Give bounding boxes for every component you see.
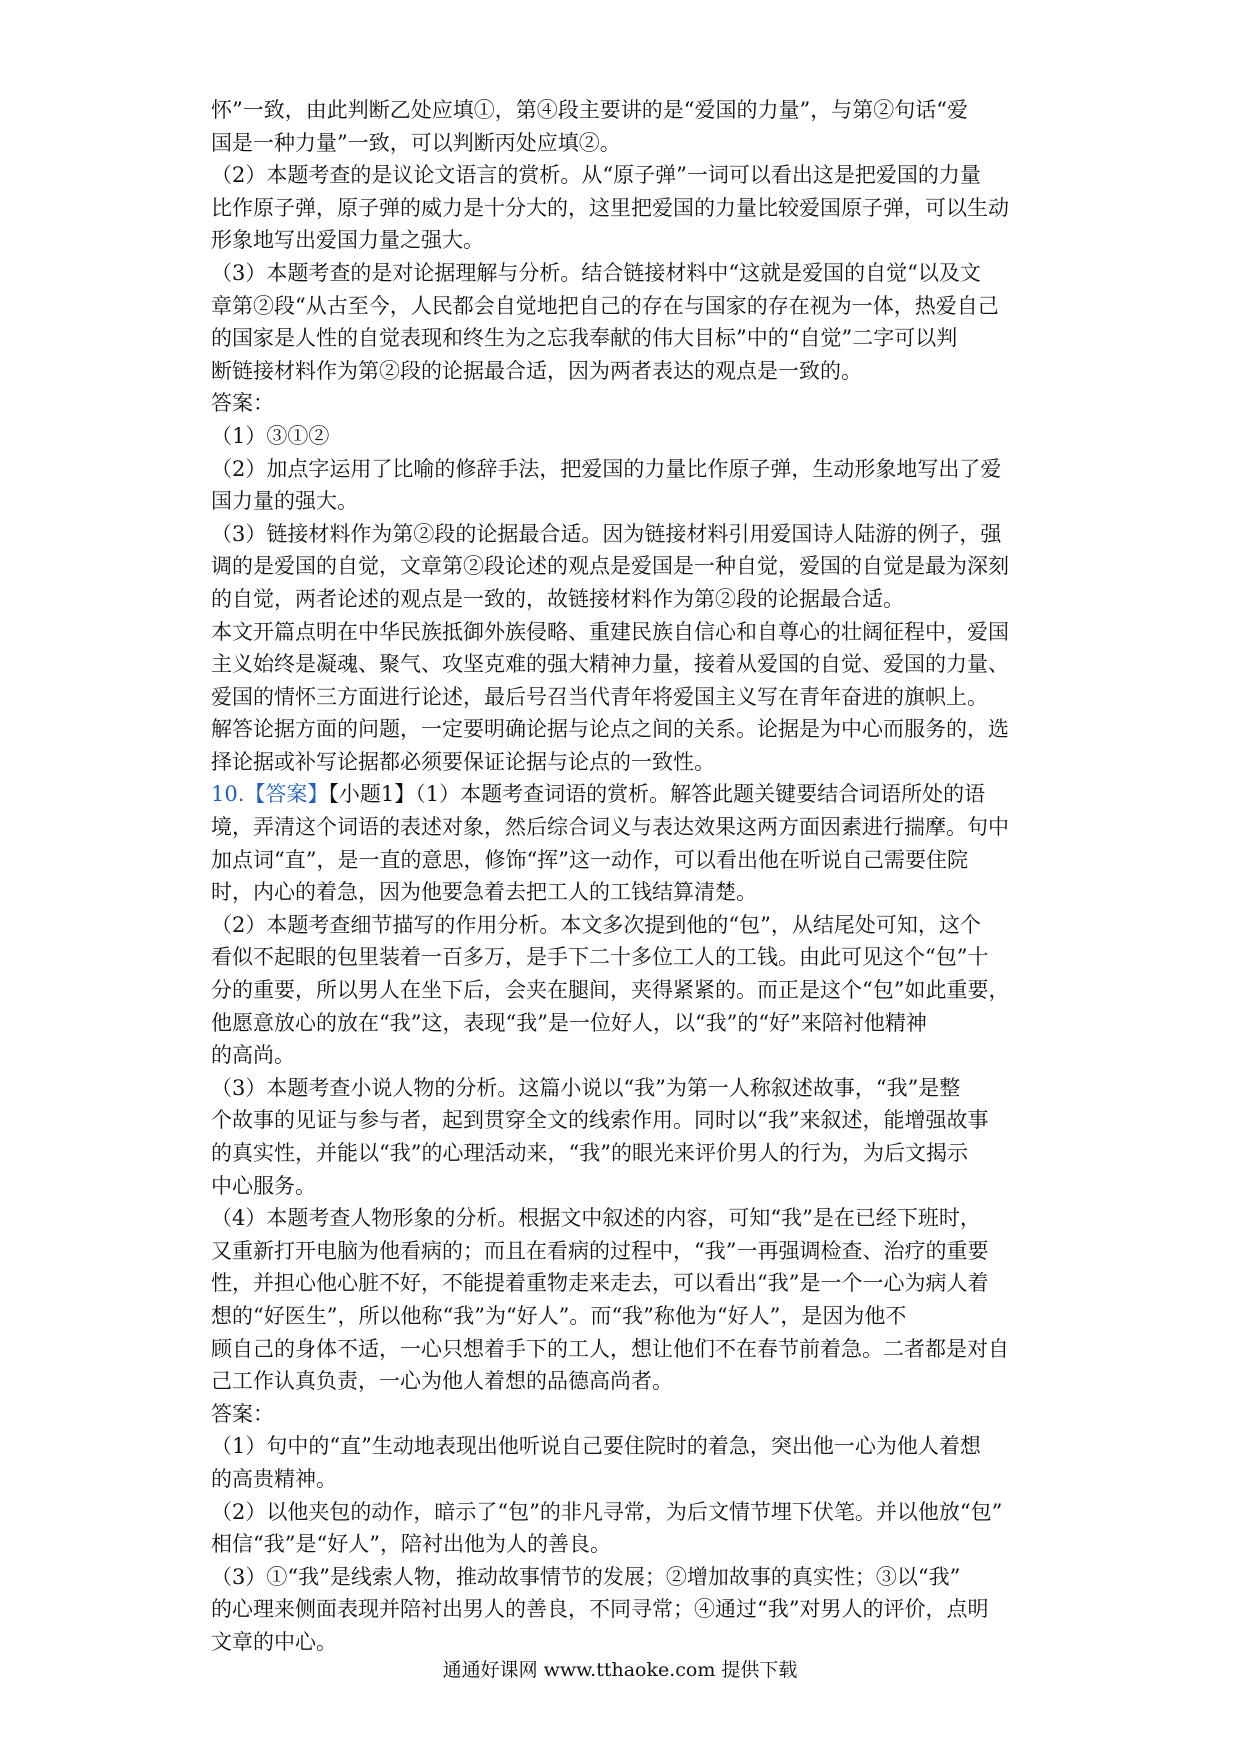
text-line: 主义始终是凝魂、聚气、攻坚克难的强大精神力量，接着从爱国的自觉、爱国的力量、 [211,652,1009,677]
text-line: 的自觉，两者论述的观点是一致的，故链接材料作为第②段的论据最合适。 [211,586,904,611]
text-line: 解答论据方面的问题，一定要明确论据与论点之间的关系。论据是为中心而服务的，选 [211,717,1009,742]
page-footer: 通通好课网 www.tthaoke.com 提供下载 [442,1659,798,1681]
text-line: 性，并担心他心脏不好，不能提着重物走来走去，可以看出“我”是一个一心为病人着 [211,1271,989,1296]
text-line: 的心理来侧面表现并陪衬出男人的善良，不同寻常；④通过“我”对男人的评价，点明 [211,1597,989,1622]
text-line: 顾自己的身体不适，一心只想着手下的工人，想让他们不在春节前着急。二者都是对自 [211,1336,1009,1361]
text-line: （2）加点字运用了比喻的修辞手法，把爱国的力量比作原子弹，生动形象地写出了爱 [211,456,1002,481]
text-line: 分的重要，所以男人在坐下后，会夹在腿间，夹得紧紧的。而正是这个“包”如此重要， [211,978,1010,1003]
text-line: 比作原子弹，原子弹的威力是十分大的，这里把爱国的力量比较爱国原子弹，可以生动 [211,195,1009,220]
text-line: 想的“好医生”，所以他称“我”为“好人”。而“我”称他为“好人”，是因为他不 [211,1303,907,1328]
text-line: 相信“我”是“好人”，陪衬出他为人的善良。 [211,1532,611,1557]
text-line: 【小题1】（1）本题考查词语的赏析。解答此题关键要结合词语所处的语 [328,782,986,807]
text-line: 调的是爱国的自觉，文章第②段论述的观点是爱国是一种自觉，爱国的自觉是最为深刻 [211,554,1009,579]
text-line: 本文开篇点明在中华民族抵御外族侵略、重建民族自信心和自尊心的壮阔征程中，爱国 [211,619,1009,644]
question-number-label: 10.【答案】 [211,782,329,807]
text-line: 中心服务。 [211,1173,316,1198]
text-line: （3）①“我”是线索人物，推动故事情节的发展；②增加故事的真实性；③以“我” [211,1564,961,1589]
text-line: 文章的中心。 [211,1629,337,1654]
text-line: 断链接材料作为第②段的论据最合适，因为两者表达的观点是一致的。 [211,358,862,383]
text-line: 爱国的情怀三方面进行论述，最后号召当代青年将爱国主义写在青年奋进的旗帜上。 [211,684,988,709]
text-line: 的国家是人性的自觉表现和终生为之忘我奉献的伟大目标”中的“自觉”二字可以判 [211,326,958,351]
answer-heading: 答案： [211,391,274,416]
text-line: 形象地写出爱国力量之强大。 [211,228,484,253]
text-line: 己工作认真负责，一心为他人着想的品德高尚者。 [211,1369,673,1394]
text-line: 个故事的见证与参与者，起到贯穿全文的线索作用。同时以“我”来叙述，能增强故事 [211,1108,989,1133]
text-line: 国是一种力量”一致，可以判断丙处应填②。 [211,130,621,155]
text-line: 的真实性，并能以“我”的心理活动来，“我”的眼光来评价男人的行为，为后文揭示 [211,1141,968,1165]
text-line: 国力量的强大。 [211,489,358,514]
text-line: 的高尚。 [211,1043,295,1068]
text-line: 择论据或补写论据都必须要保证论据与论点的一致性。 [211,749,715,774]
text-line: 怀”一致，由此判断乙处应填①，第④段主要讲的是“爱国的力量”，与第②句话“爱 [211,98,968,122]
text-line: 的高贵精神。 [211,1466,337,1491]
text-line: 看似不起眼的包里装着一百多万，是手下二十多位工人的工钱。由此可见这个“包”十 [211,945,989,970]
question-10-line [211,778,1041,811]
text-line: （3）本题考查的是对论据理解与分析。结合链接材料中“这就是爱国的自觉“以及文 [211,260,981,285]
text-line: 境，弄清这个词语的表述对象，然后综合词义与表达效果这两方面因素进行揣摩。句中 [211,815,1009,840]
text-line: （2）本题考查的是议论文语言的赏析。从“原子弹”一词可以看出这是把爱国的力量 [211,163,981,188]
text-line: （2）以他夹包的动作，暗示了“包”的非凡寻常，为后文情节埋下伏笔。并以他放“包” [211,1499,1003,1524]
answer-heading: 答案： [211,1401,274,1426]
text-line: 时，内心的着急，因为他要急着去把工人的工钱结算清楚。 [211,880,757,905]
text-line: （1）句中的“直”生动地表现出他听说自己要住院时的着急，突出他一心为他人着想 [211,1434,981,1459]
text-line: 他愿意放心的放在“我”这，表现“我”是一位好人，以“我”的“好”来陪衬他精神 [211,1010,927,1035]
text-line: （4）本题考查人物形象的分析。根据文中叙述的内容，可知“我”是在已经下班时， [211,1206,981,1231]
text-line: 章第②段“从古至今，人民都会自觉地把自己的存在与国家的存在视为一体，热爱自己 [211,293,999,318]
text-line: （2）本题考查细节描写的作用分析。本文多次提到他的“包”，从结尾处可知，这个 [211,912,981,937]
text-line: 又重新打开电脑为他看病的；而且在看病的过程中，“我”一再强调检查、治疗的重要 [211,1238,989,1263]
text-line: 加点词“直”，是一直的意思，修饰“挥”这一动作，可以看出他在听说自己需要住院 [211,847,968,872]
answer-text-body [211,94,1041,1659]
text-line: （3）本题考查小说人物的分析。这篇小说以“我”为第一人称叙述故事，“我”是整 [211,1075,961,1100]
text-line: （3）链接材料作为第②段的论据最合适。因为链接材料引用爱国诗人陆游的例子，强 [211,521,1002,546]
text-line: （1）③①② [211,423,330,448]
